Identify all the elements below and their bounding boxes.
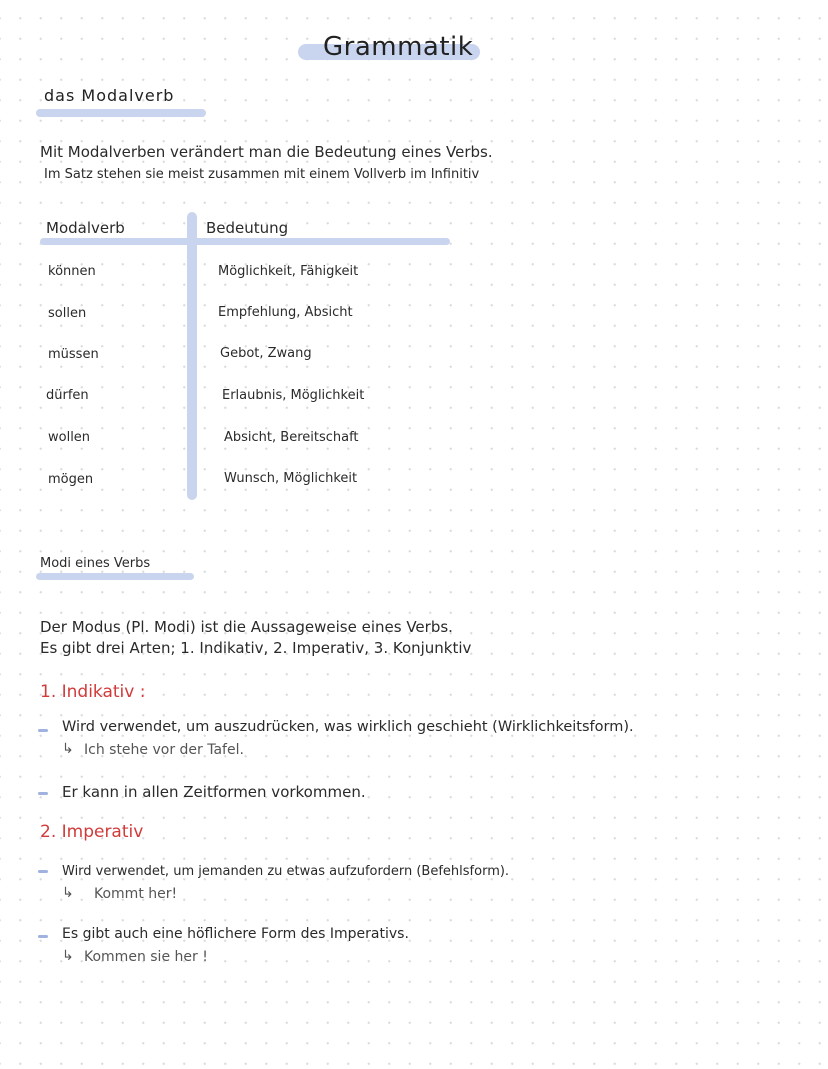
indikativ-heading: 1. Indikativ : [40,682,146,702]
imperativ-point2: Es gibt auch eine höflichere Form des Imperativs. [62,926,409,942]
table-row-meaning: Gebot, Zwang [220,346,312,361]
table-column-line [187,212,197,500]
bullet-dash [38,870,48,873]
section2-intro-line2: Es gibt drei Arten; 1. Indikativ, 2. Imperativ, 3. Konjunktiv [40,639,472,657]
table-row-meaning: Wunsch, Möglichkeit [224,471,358,486]
section2-heading-highlight [36,573,194,580]
table-row-meaning: Erlaubnis, Möglichkeit [222,388,365,403]
table-row-verb: dürfen [46,388,89,403]
table-row-verb: sollen [48,306,87,321]
imperativ-heading: 2. Imperativ [40,822,144,842]
section2-heading: Modi eines Verbs [40,556,151,571]
arrow-icon: ↳ [62,741,74,757]
bullet-dash [38,792,48,795]
imperativ-example2: Kommen sie her ! [84,949,208,965]
section2-intro-line1: Der Modus (Pl. Modi) ist die Aussageweise eines Verbs. [40,618,453,636]
bullet-dash [38,935,48,938]
indikativ-point1: Wird verwendet, um auszudrücken, was wirklich geschieht (Wirklichkeitsform). [62,719,634,735]
table-header-bedeutung: Bedeutung [206,219,289,237]
bullet-dash [38,729,48,732]
table-header-modalverb: Modalverb [46,219,125,237]
section1-intro-line1: Mit Modalverben verändert man die Bedeutung eines Verbs. [40,143,493,161]
table-row-verb: müssen [48,347,99,362]
imperativ-example1: Kommt her! [94,886,178,902]
indikativ-example1: Ich stehe vor der Tafel. [84,742,244,758]
table-row-meaning: Absicht, Bereitschaft [224,430,359,445]
table-header-line [40,238,450,245]
arrow-icon: ↳ [62,948,74,964]
page-title: Grammatik [323,32,474,62]
table-row-verb: mögen [48,472,94,487]
indikativ-point2: Er kann in allen Zeitformen vorkommen. [62,783,366,801]
table-row-verb: können [48,264,96,279]
section1-heading: das Modalverb [44,86,175,105]
section1-heading-highlight [36,109,206,117]
arrow-icon: ↳ [62,885,74,901]
table-row-verb: wollen [48,430,91,445]
imperativ-point1: Wird verwendet, um jemanden zu etwas aufzufordern (Befehlsform). [62,864,510,879]
section1-intro-line2: Im Satz stehen sie meist zusammen mit einem Vollverb im Infinitiv [44,167,480,182]
table-row-meaning: Empfehlung, Absicht [218,305,353,320]
table-row-meaning: Möglichkeit, Fähigkeit [218,264,359,279]
